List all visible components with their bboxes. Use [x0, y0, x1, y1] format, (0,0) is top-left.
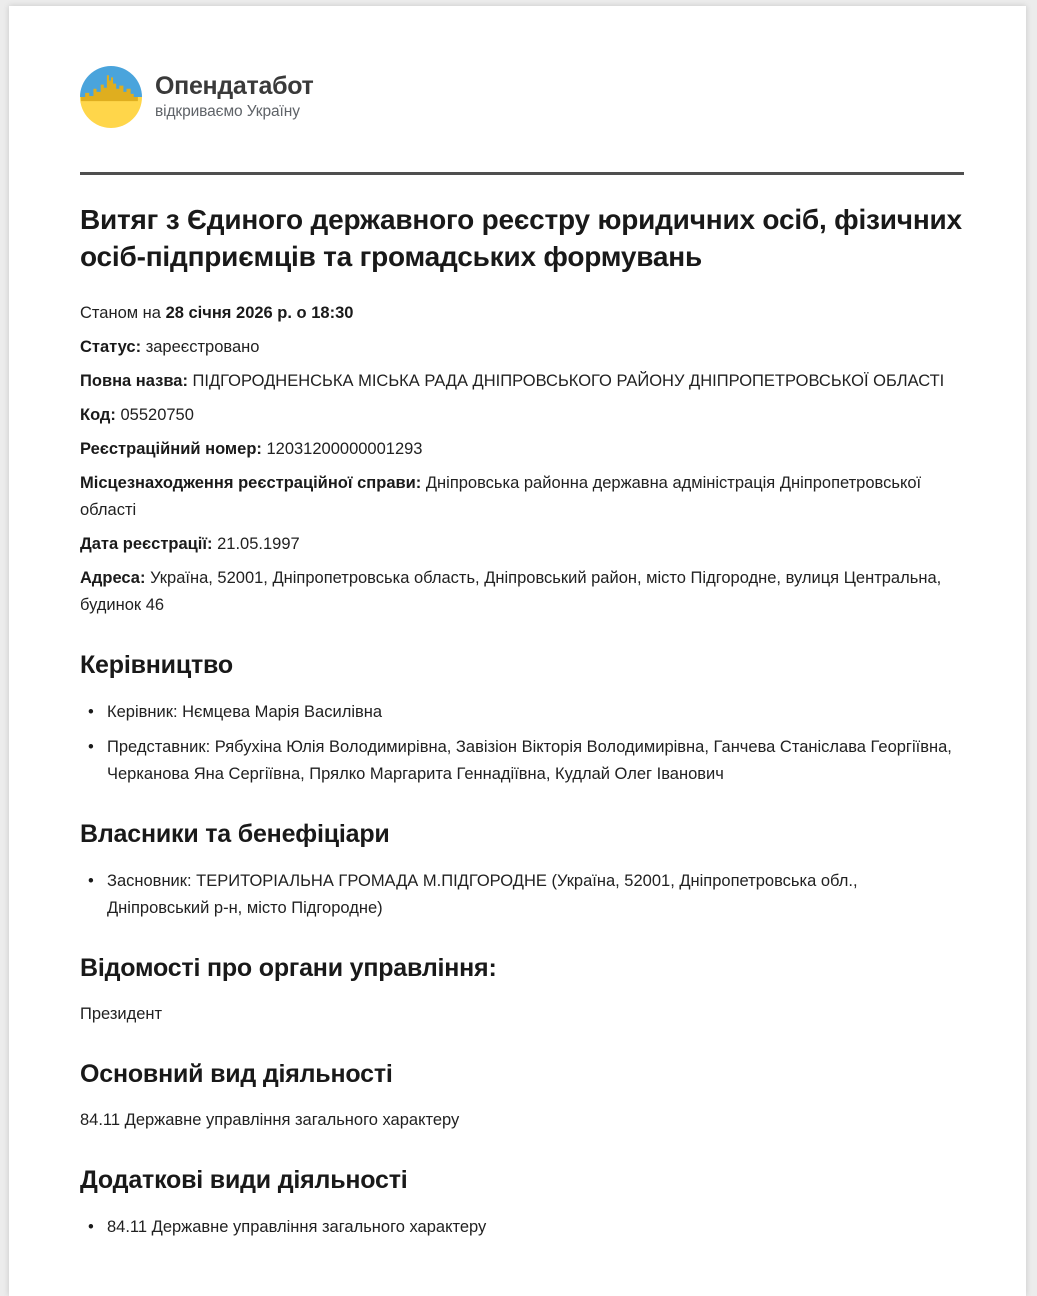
- list-item-zasnovnyk: • Засновник: ТЕРИТОРІАЛЬНА ГРОМАДА М.ПІДГОРОДНЕ (Україна, 52001, Дніпропетровська обл., Дніпровський р-н, місто Підгородне): [80, 868, 964, 922]
- list-item-predstavnyk: • Представник: Рябухіна Юлія Володимирівна, Завізіон Вікторія Володимирівна, Ганчева Станіслава Георгіївна, Черканова Яна Сергіївна, Прялко Маргарита Геннадіївна, Кудлай Олег Іванович: [80, 734, 964, 788]
- section-heading-owners: Власники та бенефіціари: [80, 819, 390, 848]
- section-owners: [80, 818, 964, 922]
- field-address: Адреса: Україна, 52001, Дніпропетровська область, Дніпровський район, місто Підгородне, вулиця Центральна, будинок 46: [80, 568, 942, 614]
- section-additional-activities: [80, 1164, 964, 1241]
- brand-name: Опендатабот: [155, 72, 314, 101]
- section-heading-primary-activity: Основний вид діяльності: [80, 1059, 393, 1088]
- as-of-datetime: 28 січня 2026 р. о 18:30: [165, 303, 354, 322]
- management-list: [80, 699, 964, 788]
- brand-tagline: відкриваємо Україну: [155, 102, 300, 120]
- section-heading-management: Керівництво: [80, 650, 233, 679]
- owners-list: [80, 868, 964, 922]
- section-primary-activity: [80, 1058, 964, 1134]
- as-of-prefix: Станом на: [80, 303, 166, 322]
- logo-text-block: [155, 73, 314, 121]
- document-title: Витяг з Єдиного державного реєстру юридичних осіб, фізичних осіб-підприємців та громадських формувань: [80, 204, 962, 272]
- list-item-additional-activity: • 84.11 Державне управління загального характеру: [80, 1214, 964, 1241]
- section-heading-governing-bodies: Відомості про органи управління:: [80, 953, 497, 982]
- field-registration-number: Реєстраційний номер: 12031200000001293: [80, 439, 423, 458]
- section-governing-bodies: [80, 952, 964, 1028]
- document-page: [9, 6, 1026, 1296]
- field-registration-date: Дата реєстрації: 21.05.1997: [80, 534, 300, 553]
- section-management: [80, 649, 964, 788]
- list-item-kerivnyk: • Керівник: Нємцева Марія Василівна: [80, 699, 964, 726]
- field-registration-case-location: Місцезнаходження реєстраційної справи: Дніпровська районна державна адміністрація Дніпропетровської області: [80, 473, 922, 519]
- opendatabot-header: [80, 66, 964, 128]
- additional-activities-list: [80, 1214, 964, 1241]
- section-heading-additional-activities: Додаткові види діяльності: [80, 1165, 408, 1194]
- document-content: [9, 6, 1026, 1281]
- header-divider: [80, 172, 964, 175]
- as-of-line: [80, 300, 964, 327]
- governing-bodies-text: Президент: [80, 1004, 163, 1023]
- opendatabot-logo-icon: [80, 66, 142, 128]
- field-status: Статус: зареєстровано: [80, 337, 260, 356]
- primary-activity-text: 84.11 Державне управління загального характеру: [80, 1110, 460, 1129]
- field-full-name: Повна назва: ПІДГОРОДНЕНСЬКА МІСЬКА РАДА ДНІПРОВСЬКОГО РАЙОНУ ДНІПРОПЕТРОВСЬКОЇ ОБЛАСТІ: [80, 371, 945, 390]
- field-code: Код: 05520750: [80, 405, 194, 424]
